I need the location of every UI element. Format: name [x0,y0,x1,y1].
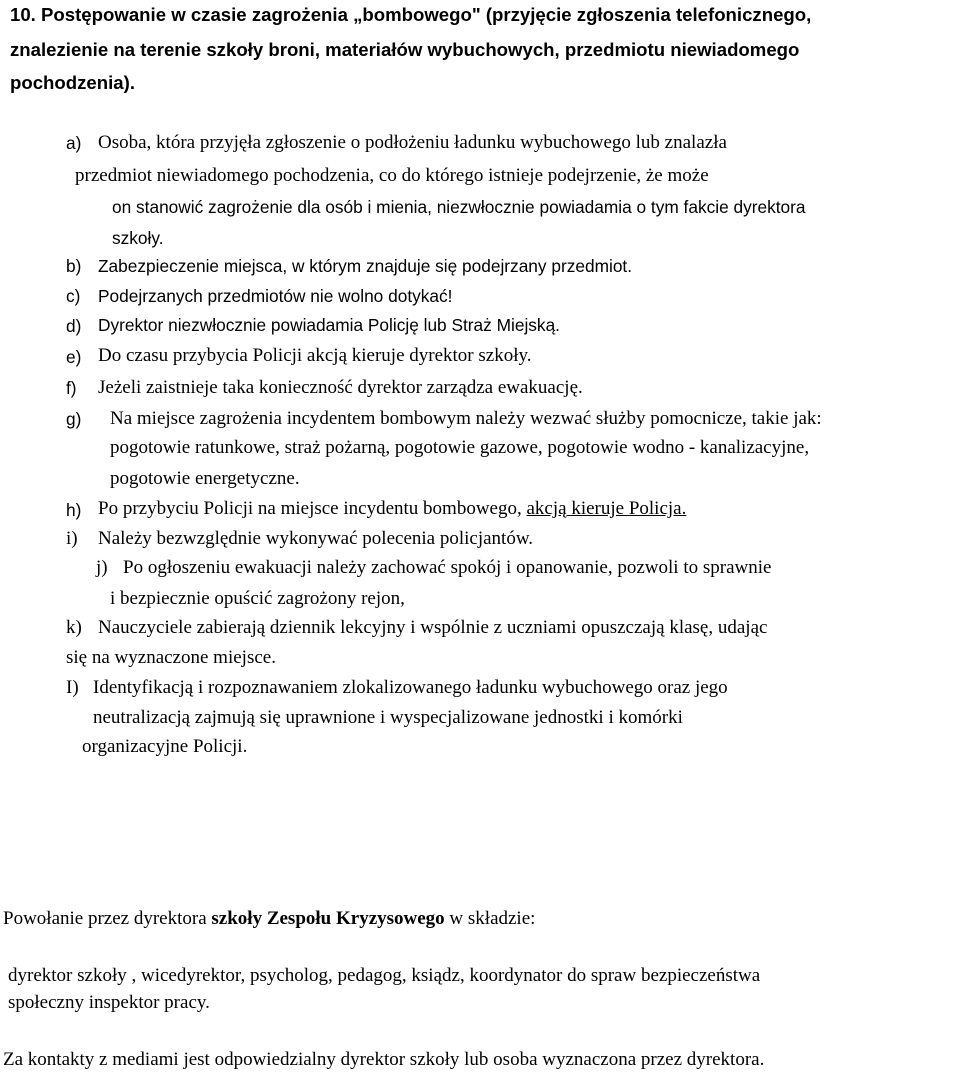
members-line-1: dyrektor szkoły , wicedyrektor, psycholog, pedagog, ksiądz, koordynator do spraw bezpieczeństwa [8,965,761,986]
item-f-marker: f) [66,378,77,398]
item-h-line [98,498,686,520]
item-a-line-2: przedmiot niewiadomego pochodzenia, co do którego istnieje podejrzenie, że może [75,165,709,186]
item-a-line-4: szkoły. [112,228,164,248]
item-i-marker: i) [66,528,78,549]
item-l-marker: I) [66,677,79,698]
item-k-line-2: się na wyznaczone miejsce. [66,647,276,668]
item-j-marker: j) [96,557,108,578]
item-e-text: Do czasu przybycia Policji akcją kieruje dyrektor szkoły. [98,345,532,366]
item-j-line-2: i bezpiecznie opuścić zagrożony rejon, [110,588,405,609]
item-d-marker: d) [66,316,82,336]
section-heading-line-2: znalezienie na terenie szkoły broni, materiałów wybuchowych, przedmiotu niewiadomego [10,39,800,60]
item-a-marker: a) [66,133,82,153]
crisis-team-paragraph [3,908,535,930]
item-f-text: Jeżeli zaistnieje taka konieczność dyrektor zarządza ewakuację. [98,377,583,398]
crisis-team-prefix: Powołanie przez dyrektora [3,908,207,929]
item-c-marker: c) [66,286,81,306]
item-h-marker: h) [66,500,82,520]
section-heading-line-1: 10. Postępowanie w czasie zagrożenia „bombowego" (przyjęcie zgłoszenia telefonicznego, [10,4,812,25]
item-l-line-3: organizacyjne Policji. [82,736,248,757]
item-h-text: Po przybyciu Policji na miejsce incydentu bombowego, [98,498,522,519]
crisis-team-suffix: w składzie: [449,908,536,929]
item-k-marker: k) [66,617,82,638]
item-h-underlined-text: akcją kieruje Policja. [526,498,687,519]
item-l-line-1: Identyfikacją i rozpoznawaniem zlokalizowanego ładunku wybuchowego oraz jego [93,677,728,698]
item-c-text: Podejrzanych przedmiotów nie wolno dotykać! [98,286,453,306]
item-a-line-3: on stanowić zagrożenie dla osób i mienia, niezwłocznie powiadamia o tym fakcie dyrektora [112,197,806,217]
item-l-line-2: neutralizacją zajmują się uprawnione i wyspecjalizowane jednostki i komórki [93,707,683,728]
item-b-text: Zabezpieczenie miejsca, w którym znajduje się podejrzany przedmiot. [98,256,633,276]
members-line-2: społeczny inspektor pracy. [8,992,210,1013]
section-heading-line-3: pochodzenia). [10,72,135,93]
item-g-line-2: pogotowie ratunkowe, straż pożarną, pogotowie gazowe, pogotowie wodno - kanalizacyjne, [110,437,810,458]
item-g-line-1: Na miejsce zagrożenia incydentem bombowym należy wezwać służby pomocnicze, takie jak: [110,408,822,429]
item-g-line-3: pogotowie energetyczne. [110,468,300,489]
media-contact-paragraph: Za kontakty z mediami jest odpowiedzialny dyrektor szkoły lub osoba wyznaczona przez dyrektora. [3,1049,765,1070]
crisis-team-bold: szkoły Zespołu Kryzysowego [211,908,445,929]
item-e-marker: e) [66,347,82,367]
item-g-marker: g) [66,409,82,429]
item-k-line-1: Nauczyciele zabierają dziennik lekcyjny i wspólnie z uczniami opuszczają klasę, udając [98,617,768,638]
item-i-text: Należy bezwzględnie wykonywać polecenia policjantów. [98,528,534,549]
item-j-line-1: Po ogłoszeniu ewakuacji należy zachować spokój i opanowanie, pozwoli to sprawnie [123,557,772,578]
item-d-text: Dyrektor niezwłocznie powiadamia Policję lub Straż Miejską. [98,315,560,335]
item-a-line-1: Osoba, która przyjęła zgłoszenie o podłożeniu ładunku wybuchowego lub znalazła [98,132,727,153]
item-b-marker: b) [66,256,82,276]
